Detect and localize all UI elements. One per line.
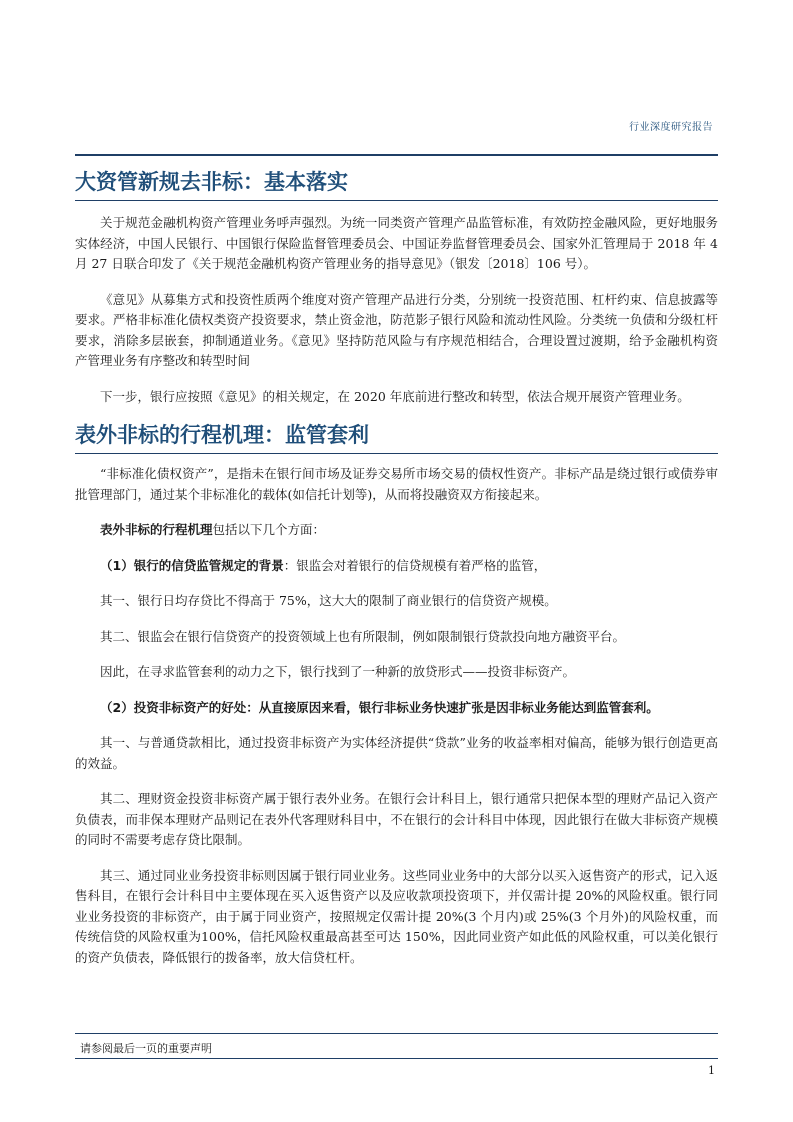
section-divider (75, 200, 718, 201)
report-type-label: 行业深度研究报告 (629, 122, 713, 133)
paragraph: 其一、银行日均存贷比不得高于 75%，这大大的限制了商业银行的信贷资产规模。 (100, 593, 557, 608)
paragraph: 因此，在寻求监管套利的动力之下，银行找到了一种新的放贷形式——投资非标资产。 (100, 664, 576, 679)
footer-divider (75, 1033, 718, 1034)
paragraph-text: ：银监会对着银行的信贷规模有着严格的监管， (283, 557, 547, 573)
paragraph: 其二、银监会在银行信贷资产的投资领域上也有所限制，例如限制银行贷款投向地方融资平台。 (100, 628, 626, 644)
disclaimer-note: 请参阅最后一页的重要声明 (80, 1042, 212, 1055)
paragraph-bold: （2）投资非标资产的好处：从直接原因来看，银行非标业务快速扩张是因非标业务能达到监管套利。 (100, 699, 659, 715)
bold-lead: （1）银行的信贷监管规定的背景 (100, 557, 284, 573)
paragraph (75, 556, 718, 577)
document-body (75, 166, 718, 968)
section-title-off-balance: 表外非标的行程机理：监管套利 (75, 423, 369, 447)
paragraph: 关于规范金融机构资产管理业务呼声强烈。为统一同类资产管理产品监管标准，有效防控金融风险，更好地服务实体经济，中国人民银行、中国银行保险监督管理委员会、中国证券监督管理委员会、国家外汇管理局于 2018 年 4 月 27 日联合印发了《关于规范金融机构资产管理业务的指导意见》（银发〔2018〕106 号）。 (75, 215, 718, 271)
bold-lead: 表外非标的行程机理 (100, 522, 213, 537)
section-title-asset-management: 大资管新规去非标：基本落实 (75, 170, 348, 194)
paragraph-text: 包括以下几个方面： (212, 522, 326, 537)
paragraph: 其三、通过同业业务投资非标则因属于银行同业业务。这些同业业务中的大部分以买入返售资产的形式，记入返售科目，在银行会计科目中主要体现在买入返售资产以及应收款项投资项下，并仅需计提 20%的风险权重。银行同业业务投资的非标资产，由于属于同业资产，按照规定仅需计提 20%(3 个月内)或 25%(3 个月外)的风险权重，而传统信贷的风险权重为100%，信托风险权重最高甚至可达 150%，因此同业资产如此低的风险权重，可以美化银行的资产负债表，降低银行的拨备率，放大信贷杠杆。 (75, 867, 718, 965)
section-divider (75, 453, 718, 454)
paragraph: 《意见》从募集方式和投资性质两个维度对资产管理产品进行分类，分别统一投资范围、杠杆约束、信息披露等要求。严格非标准化债权类资产投资要求，禁止资金池，防范影子银行风险和流动性风险。分类统一负债和分级杠杆要求，消除多层嵌套，抑制通道业务。《意见》坚持防范风险与有序规范相结合，合理设置过渡期，给予金融机构资产管理业务有序整改和转型时间 (75, 291, 718, 368)
paragraph: 下一步，银行应按照《意见》的相关规定，在 2020 年底前进行整改和转型，依法合规开展资产管理业务。 (100, 388, 690, 404)
paragraph: “非标准化债权资产”，是指未在银行间市场及证券交易所市场交易的债权性资产。非标产品是绕过银行或债券审批管理部门，通过某个非标准化的载体(如信托计划等)，从而将投融资双方衔接起来。 (75, 466, 718, 502)
paragraph: 其二、理财资金投资非标资产属于银行表外业务。在银行会计科目上，银行通常只把保本型的理财产品记入资产负债表，而非保本理财产品则记在表外代客理财科目中，不在银行的会计科目中体现，因此银行在做大非标资产规模的同时不需要考虑存贷比限制。 (75, 791, 718, 847)
paragraph: 其一、与普通贷款相比，通过投资非标资产为实体经济提供“贷款”业务的收益率相对偏高，能够为银行创造更高的效益。 (75, 735, 718, 771)
paragraph (75, 520, 718, 541)
header-divider (75, 154, 718, 156)
footer-divider (75, 1058, 718, 1059)
page-number: 1 (708, 1064, 715, 1077)
